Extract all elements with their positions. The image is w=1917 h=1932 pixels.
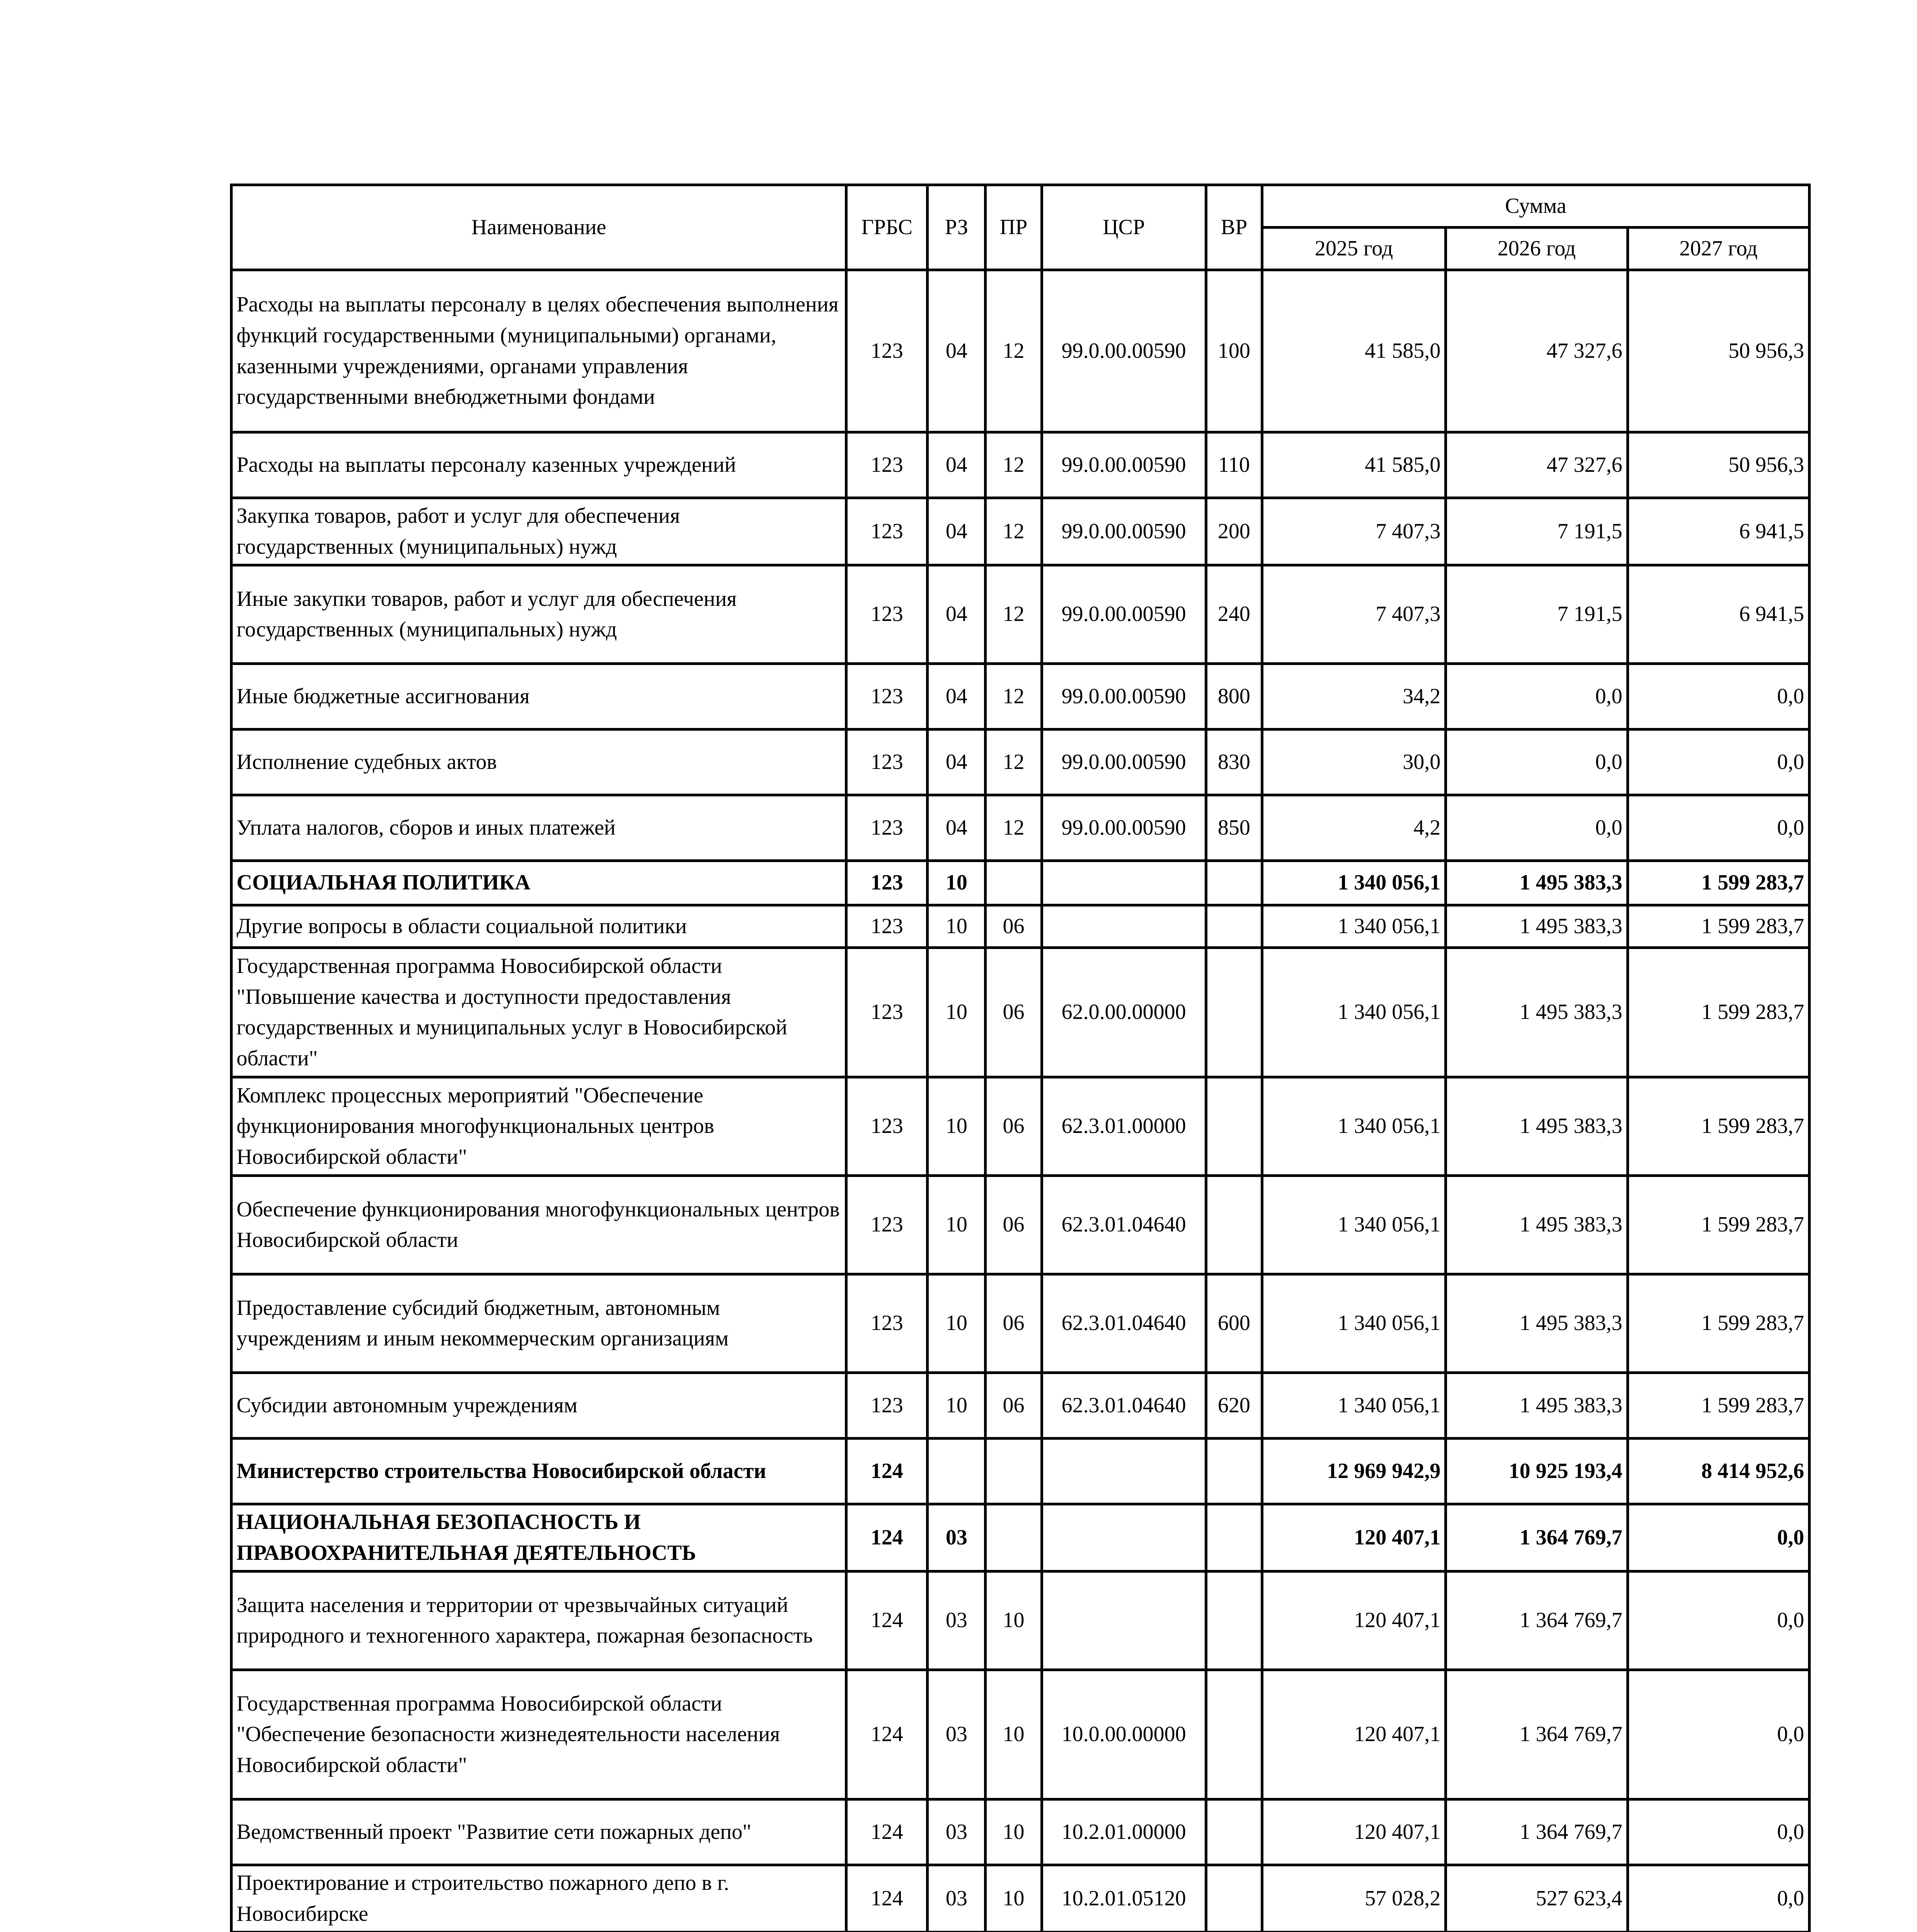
row-csr: 10.2.01.05120 <box>1042 1865 1206 1932</box>
row-sum-2027: 1 599 283,7 <box>1628 1077 1809 1176</box>
table-row <box>232 1670 1810 1799</box>
row-name: Предоставление субсидий бюджетным, автономным учреждениям и иным некоммерческим организациям <box>232 1274 846 1373</box>
row-vr <box>1206 905 1262 948</box>
row-pr: 10 <box>986 1670 1042 1799</box>
row-rz: 04 <box>928 565 986 664</box>
table-row <box>232 905 1810 948</box>
row-grbs: 124 <box>846 1670 928 1799</box>
row-vr: 800 <box>1206 664 1262 730</box>
row-csr: 99.0.00.00590 <box>1042 730 1206 795</box>
row-rz: 10 <box>928 905 986 948</box>
row-csr: 99.0.00.00590 <box>1042 664 1206 730</box>
table-row <box>232 1571 1810 1670</box>
table-row <box>232 1504 1810 1571</box>
row-grbs: 123 <box>846 905 928 948</box>
row-name: Государственная программа Новосибирской области "Повышение качества и доступности предоставления государственных и муниципальных услуг в Новосибирской области" <box>232 948 846 1077</box>
row-sum-2026: 47 327,6 <box>1446 432 1628 498</box>
row-vr <box>1206 861 1262 905</box>
table-row <box>232 730 1810 795</box>
row-rz: 04 <box>928 498 986 565</box>
row-sum-2026: 47 327,6 <box>1446 270 1628 432</box>
row-rz: 03 <box>928 1670 986 1799</box>
row-vr <box>1206 1571 1262 1670</box>
row-pr: 12 <box>986 565 1042 664</box>
row-vr: 600 <box>1206 1274 1262 1373</box>
table-row <box>232 795 1810 861</box>
table-row <box>232 498 1810 565</box>
header-grbs: ГРБС <box>846 185 928 270</box>
row-vr <box>1206 1670 1262 1799</box>
row-pr: 12 <box>986 498 1042 565</box>
row-sum-2025: 4,2 <box>1262 795 1445 861</box>
row-sum-2025: 34,2 <box>1262 664 1445 730</box>
row-sum-2025: 41 585,0 <box>1262 432 1445 498</box>
row-csr: 10.2.01.00000 <box>1042 1799 1206 1865</box>
row-grbs: 123 <box>846 948 928 1077</box>
row-rz: 04 <box>928 730 986 795</box>
row-csr <box>1042 905 1206 948</box>
row-sum-2027: 1 599 283,7 <box>1628 1176 1809 1274</box>
row-grbs: 123 <box>846 1077 928 1176</box>
row-sum-2025: 1 340 056,1 <box>1262 1077 1445 1176</box>
row-name: Ведомственный проект "Развитие сети пожарных депо" <box>232 1799 846 1865</box>
row-grbs: 123 <box>846 432 928 498</box>
header-year-2025: 2025 год <box>1262 228 1445 270</box>
row-name: Государственная программа Новосибирской области "Обеспечение безопасности жизнедеятельности населения Новосибирской области" <box>232 1670 846 1799</box>
row-csr: 99.0.00.00590 <box>1042 795 1206 861</box>
row-vr <box>1206 1176 1262 1274</box>
row-rz <box>928 1439 986 1504</box>
row-sum-2026: 1 495 383,3 <box>1446 1274 1628 1373</box>
row-rz: 04 <box>928 795 986 861</box>
row-name: Иные закупки товаров, работ и услуг для обеспечения государственных (муниципальных) нужд <box>232 565 846 664</box>
budget-table <box>230 184 1811 1932</box>
row-sum-2025: 7 407,3 <box>1262 565 1445 664</box>
row-vr: 200 <box>1206 498 1262 565</box>
row-grbs: 123 <box>846 270 928 432</box>
row-sum-2025: 120 407,1 <box>1262 1799 1445 1865</box>
row-name: Уплата налогов, сборов и иных платежей <box>232 795 846 861</box>
table-row <box>232 1799 1810 1865</box>
row-csr <box>1042 861 1206 905</box>
row-grbs: 124 <box>846 1571 928 1670</box>
row-sum-2026: 1 364 769,7 <box>1446 1504 1628 1571</box>
row-sum-2026: 10 925 193,4 <box>1446 1439 1628 1504</box>
table-row <box>232 1274 1810 1373</box>
row-vr <box>1206 1799 1262 1865</box>
row-sum-2027: 0,0 <box>1628 1670 1809 1799</box>
row-csr <box>1042 1504 1206 1571</box>
row-rz: 04 <box>928 664 986 730</box>
row-rz: 10 <box>928 948 986 1077</box>
header-rz: РЗ <box>928 185 986 270</box>
row-vr: 100 <box>1206 270 1262 432</box>
row-pr: 10 <box>986 1865 1042 1932</box>
row-sum-2025: 12 969 942,9 <box>1262 1439 1445 1504</box>
table-row <box>232 664 1810 730</box>
row-sum-2026: 7 191,5 <box>1446 498 1628 565</box>
row-pr: 12 <box>986 795 1042 861</box>
row-vr: 830 <box>1206 730 1262 795</box>
row-grbs: 124 <box>846 1439 928 1504</box>
row-sum-2027: 1 599 283,7 <box>1628 861 1809 905</box>
row-sum-2026: 7 191,5 <box>1446 565 1628 664</box>
row-rz: 10 <box>928 1077 986 1176</box>
row-pr: 12 <box>986 730 1042 795</box>
table-row <box>232 1077 1810 1176</box>
row-sum-2026: 1 495 383,3 <box>1446 1077 1628 1176</box>
row-rz: 10 <box>928 1373 986 1439</box>
row-grbs: 123 <box>846 795 928 861</box>
row-name: Министерство строительства Новосибирской области <box>232 1439 846 1504</box>
row-sum-2027: 8 414 952,6 <box>1628 1439 1809 1504</box>
row-sum-2026: 1 364 769,7 <box>1446 1571 1628 1670</box>
row-rz: 10 <box>928 861 986 905</box>
header-name: Наименование <box>232 185 846 270</box>
row-vr: 850 <box>1206 795 1262 861</box>
row-csr <box>1042 1571 1206 1670</box>
row-rz: 03 <box>928 1799 986 1865</box>
row-sum-2025: 1 340 056,1 <box>1262 861 1445 905</box>
row-pr <box>986 1439 1042 1504</box>
row-grbs: 123 <box>846 1373 928 1439</box>
row-vr <box>1206 948 1262 1077</box>
row-name: НАЦИОНАЛЬНАЯ БЕЗОПАСНОСТЬ И ПРАВООХРАНИТЕЛЬНАЯ ДЕЯТЕЛЬНОСТЬ <box>232 1504 846 1571</box>
row-csr: 62.0.00.00000 <box>1042 948 1206 1077</box>
row-sum-2027: 1 599 283,7 <box>1628 948 1809 1077</box>
row-sum-2025: 30,0 <box>1262 730 1445 795</box>
row-sum-2027: 0,0 <box>1628 1799 1809 1865</box>
row-rz: 03 <box>928 1571 986 1670</box>
row-name: Расходы на выплаты персоналу казенных учреждений <box>232 432 846 498</box>
row-pr: 06 <box>986 905 1042 948</box>
row-name: Обеспечение функционирования многофункциональных центров Новосибирской области <box>232 1176 846 1274</box>
row-pr: 06 <box>986 1373 1042 1439</box>
row-sum-2026: 1 495 383,3 <box>1446 861 1628 905</box>
row-sum-2027: 0,0 <box>1628 1865 1809 1932</box>
row-csr: 99.0.00.00590 <box>1042 270 1206 432</box>
row-csr: 62.3.01.04640 <box>1042 1274 1206 1373</box>
row-name: Закупка товаров, работ и услуг для обеспечения государственных (муниципальных) нужд <box>232 498 846 565</box>
header-sum: Сумма <box>1262 185 1809 228</box>
row-grbs: 123 <box>846 498 928 565</box>
table-header <box>232 185 1810 270</box>
row-sum-2027: 0,0 <box>1628 664 1809 730</box>
row-pr: 12 <box>986 432 1042 498</box>
row-rz: 03 <box>928 1504 986 1571</box>
row-grbs: 124 <box>846 1799 928 1865</box>
row-rz: 04 <box>928 270 986 432</box>
row-sum-2027: 0,0 <box>1628 1504 1809 1571</box>
row-sum-2027: 1 599 283,7 <box>1628 1373 1809 1439</box>
row-sum-2027: 6 941,5 <box>1628 565 1809 664</box>
header-vr: ВР <box>1206 185 1262 270</box>
row-rz: 10 <box>928 1176 986 1274</box>
row-sum-2026: 0,0 <box>1446 664 1628 730</box>
row-name: Расходы на выплаты персоналу в целях обеспечения выполнения функций государственными (муниципальными) органами, казенными учреждениями, органами управления государственными внебюджетными фондами <box>232 270 846 432</box>
row-sum-2026: 1 495 383,3 <box>1446 1373 1628 1439</box>
row-name: Субсидии автономным учреждениям <box>232 1373 846 1439</box>
row-vr <box>1206 1077 1262 1176</box>
row-sum-2025: 1 340 056,1 <box>1262 1176 1445 1274</box>
table-row <box>232 1865 1810 1932</box>
row-pr: 10 <box>986 1799 1042 1865</box>
row-sum-2025: 120 407,1 <box>1262 1670 1445 1799</box>
row-vr: 110 <box>1206 432 1262 498</box>
header-year-2027: 2027 год <box>1628 228 1809 270</box>
table-row <box>232 861 1810 905</box>
row-grbs: 123 <box>846 730 928 795</box>
table-row <box>232 1176 1810 1274</box>
row-pr: 12 <box>986 270 1042 432</box>
row-sum-2027: 0,0 <box>1628 730 1809 795</box>
row-pr: 10 <box>986 1571 1042 1670</box>
row-grbs: 123 <box>846 664 928 730</box>
row-vr: 240 <box>1206 565 1262 664</box>
row-grbs: 123 <box>846 861 928 905</box>
row-name: СОЦИАЛЬНАЯ ПОЛИТИКА <box>232 861 846 905</box>
row-sum-2025: 57 028,2 <box>1262 1865 1445 1932</box>
row-grbs: 123 <box>846 1274 928 1373</box>
row-pr <box>986 1504 1042 1571</box>
row-sum-2026: 1 495 383,3 <box>1446 1176 1628 1274</box>
row-csr <box>1042 1439 1206 1504</box>
row-sum-2026: 1 364 769,7 <box>1446 1670 1628 1799</box>
table-row <box>232 1373 1810 1439</box>
row-name: Проектирование и строительство пожарного депо в г. Новосибирске <box>232 1865 846 1932</box>
row-sum-2025: 41 585,0 <box>1262 270 1445 432</box>
table-row <box>232 565 1810 664</box>
row-sum-2025: 1 340 056,1 <box>1262 948 1445 1077</box>
row-pr: 06 <box>986 1274 1042 1373</box>
row-sum-2027: 1 599 283,7 <box>1628 905 1809 948</box>
row-csr: 62.3.01.04640 <box>1042 1176 1206 1274</box>
row-name: Защита населения и территории от чрезвычайных ситуаций природного и техногенного характера, пожарная безопасность <box>232 1571 846 1670</box>
row-sum-2025: 1 340 056,1 <box>1262 905 1445 948</box>
row-vr <box>1206 1865 1262 1932</box>
row-sum-2027: 0,0 <box>1628 795 1809 861</box>
row-sum-2026: 0,0 <box>1446 730 1628 795</box>
row-name: Комплекс процессных мероприятий "Обеспечение функционирования многофункциональных центров Новосибирской области" <box>232 1077 846 1176</box>
row-sum-2027: 6 941,5 <box>1628 498 1809 565</box>
row-grbs: 123 <box>846 1176 928 1274</box>
table-row <box>232 1439 1810 1504</box>
row-sum-2026: 527 623,4 <box>1446 1865 1628 1932</box>
row-rz: 04 <box>928 432 986 498</box>
row-sum-2027: 50 956,3 <box>1628 432 1809 498</box>
header-year-2026: 2026 год <box>1446 228 1628 270</box>
row-pr: 12 <box>986 664 1042 730</box>
header-csr: ЦСР <box>1042 185 1206 270</box>
row-vr: 620 <box>1206 1373 1262 1439</box>
row-name: Исполнение судебных актов <box>232 730 846 795</box>
header-pr: ПР <box>986 185 1042 270</box>
row-name: Другие вопросы в области социальной политики <box>232 905 846 948</box>
row-sum-2025: 120 407,1 <box>1262 1504 1445 1571</box>
row-grbs: 124 <box>846 1865 928 1932</box>
row-sum-2026: 1 495 383,3 <box>1446 905 1628 948</box>
row-csr: 99.0.00.00590 <box>1042 565 1206 664</box>
row-pr: 06 <box>986 1176 1042 1274</box>
table-row <box>232 948 1810 1077</box>
row-csr: 62.3.01.00000 <box>1042 1077 1206 1176</box>
row-grbs: 124 <box>846 1504 928 1571</box>
row-sum-2026: 1 495 383,3 <box>1446 948 1628 1077</box>
row-sum-2025: 7 407,3 <box>1262 498 1445 565</box>
row-csr: 99.0.00.00590 <box>1042 498 1206 565</box>
row-sum-2027: 1 599 283,7 <box>1628 1274 1809 1373</box>
row-sum-2025: 1 340 056,1 <box>1262 1274 1445 1373</box>
row-sum-2026: 1 364 769,7 <box>1446 1799 1628 1865</box>
row-pr: 06 <box>986 948 1042 1077</box>
row-vr <box>1206 1439 1262 1504</box>
table-body <box>232 270 1810 1932</box>
row-csr: 10.0.00.00000 <box>1042 1670 1206 1799</box>
row-sum-2027: 50 956,3 <box>1628 270 1809 432</box>
row-name: Иные бюджетные ассигнования <box>232 664 846 730</box>
row-rz: 10 <box>928 1274 986 1373</box>
row-vr <box>1206 1504 1262 1571</box>
row-pr: 06 <box>986 1077 1042 1176</box>
table-row <box>232 270 1810 432</box>
row-csr: 62.3.01.04640 <box>1042 1373 1206 1439</box>
row-sum-2027: 0,0 <box>1628 1571 1809 1670</box>
row-sum-2025: 120 407,1 <box>1262 1571 1445 1670</box>
row-pr <box>986 861 1042 905</box>
row-csr: 99.0.00.00590 <box>1042 432 1206 498</box>
row-rz: 03 <box>928 1865 986 1932</box>
table-row <box>232 432 1810 498</box>
row-sum-2026: 0,0 <box>1446 795 1628 861</box>
row-grbs: 123 <box>846 565 928 664</box>
row-sum-2025: 1 340 056,1 <box>1262 1373 1445 1439</box>
